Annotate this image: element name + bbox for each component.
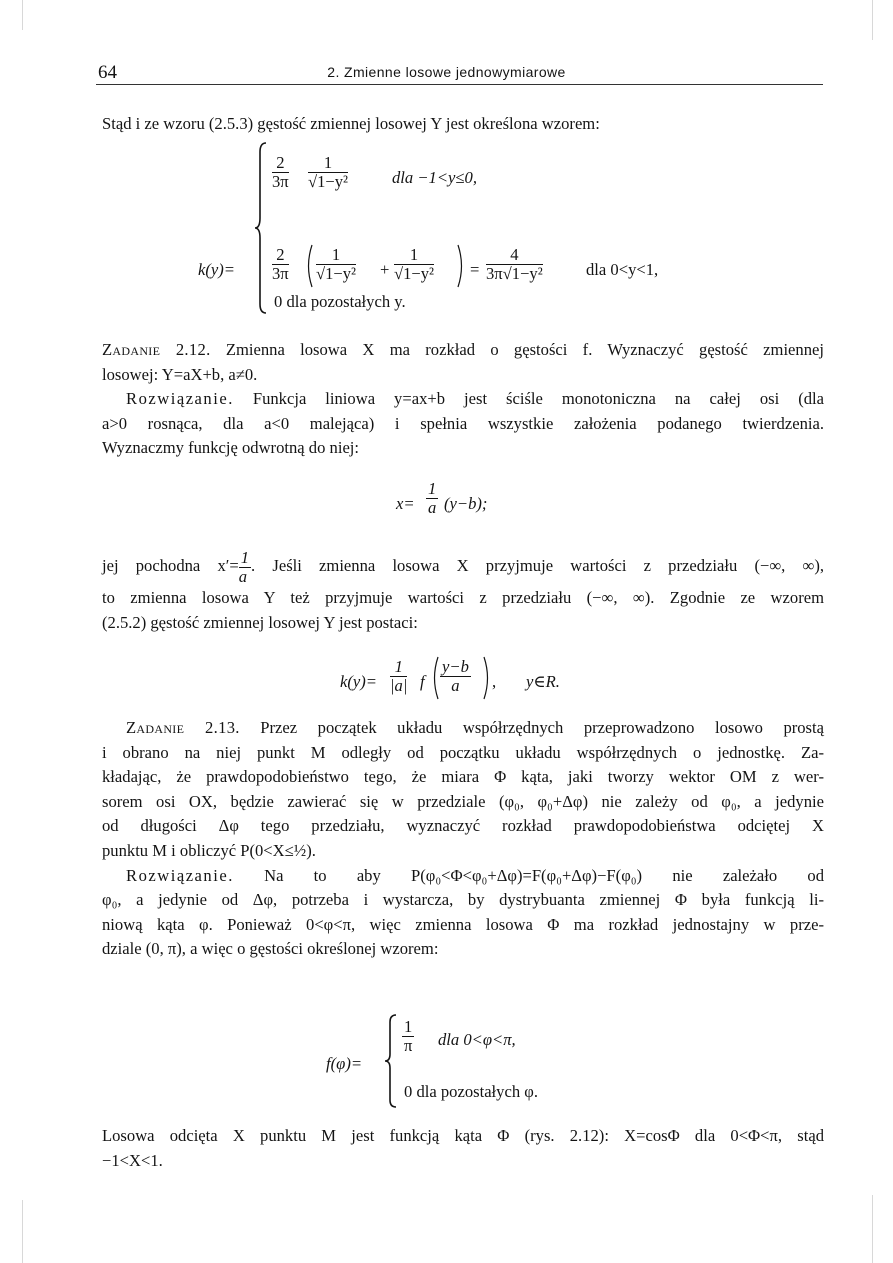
page-edge-right-bottom [872, 1195, 873, 1263]
formula4-frac: $\frac{1}{\pi}$ [403, 1017, 413, 1055]
formula2-lhs: x= [396, 494, 415, 513]
paren-right-icon [482, 656, 492, 700]
solution212-line-1: Funkcja liniowa y=ax+b jest ściśle monotoniczna na całej osi (dla [252, 389, 824, 409]
formula-f-phi-piecewise [326, 1012, 726, 1112]
case1-frac-1-sqrt: $\frac{1}{\text{√1−y²}}$ [308, 153, 349, 191]
equals-sign: = [470, 260, 480, 279]
formula-k-piecewise [198, 140, 798, 320]
task-2-12 [102, 338, 824, 461]
task212-line-2: losowej: Y=aX+b, a≠0. [102, 364, 258, 384]
formula-inverse [396, 478, 596, 528]
page-edge-right-top [872, 0, 873, 40]
formula3-inner-frac: $\frac{y-b}{a}$ [442, 657, 469, 695]
formula3-f: f [420, 672, 425, 691]
solution213-label: Rozwiązanie. [126, 865, 234, 885]
formula4-case2: 0 dla pozostałych φ. [404, 1082, 538, 1101]
closing-line-2: −1<X<1. [102, 1150, 163, 1170]
page-edge-left-top [22, 0, 23, 30]
solution213-line-4: dziale (0, π), a więc o gęstości określonej wzorem: [102, 939, 439, 959]
case1-condition: dla −1<y≤0, [392, 168, 477, 187]
task213-line-6: punktu M i obliczyć P(0<X≤½). [102, 840, 316, 860]
derivative-paragraph [102, 544, 824, 635]
case2-frac-a: $\frac{1}{\text{√1−y²}}$ [316, 245, 357, 283]
left-brace-icon [384, 1014, 398, 1108]
formula1-lhs: k(y)= [198, 260, 235, 279]
task-2-13 [102, 716, 824, 962]
solution212-line-2: a>0 rosnąca, dla a<0 malejąca) i spełnia wszystkie założenia podanego twierdzenia. [102, 413, 824, 433]
formula4-lhs: f(φ)= [326, 1054, 363, 1073]
formula4-case1-cond: dla 0<φ<π, [438, 1030, 516, 1049]
deriv-frac: $\frac{1}{a}$ [238, 547, 250, 586]
formula2-frac: $\frac{1}{a}$ [428, 479, 437, 517]
solution212-line-3: Wyznaczmy funkcję odwrotną do niej: [102, 438, 360, 458]
deriv-line-3: (2.5.2) gęstość zmiennej losowej Y jest postaci: [102, 612, 418, 632]
paren-left-icon [304, 244, 314, 288]
page-edge-left-bottom [22, 1200, 23, 1263]
paren-right-icon [456, 244, 466, 288]
deriv-post: . Jeśli zmienna losowa X przyjmuje wartości z przedziału (−∞, ∞), [251, 556, 824, 575]
task213-line-5: od długości Δφ tego przedziału, wyznaczyć rozkład prawdopodobieństwa odciętej X [102, 816, 824, 836]
left-brace-icon [254, 142, 268, 314]
intro-paragraph [102, 112, 824, 137]
deriv-line-2: to zmienna losowa Y też przyjmuje wartości z przedziału (−∞, ∞). Zgodnie ze wzorem [102, 588, 824, 607]
task213-line-4: sorem osi OX, będzie zawierać się w przedziale (φ₀, φ₀+Δφ) nie zależy od φ₀, a jedynie [102, 791, 824, 811]
task213-label: Zadanie 2.13. [126, 718, 240, 737]
task212-label: Zadanie 2.12. [102, 340, 211, 359]
solution213-line-2: φ₀, a jedynie od Δφ, potrzeba i wystarcza, by dystrybuanta zmiennej Φ była funkcją li- [102, 890, 824, 910]
formula-density-k: k(y)= $\frac{1}{|a|}$ f $\frac{y-b}{a}$ , y∈R. [340, 654, 640, 708]
case3-text: 0 dla pozostałych y. [274, 292, 406, 311]
task213-line-2: i obrano na niej punkt M odległy od początku układu współrzędnych o jednostkę. Za- [102, 742, 824, 762]
formula2-rhs: (y−b); [444, 494, 488, 513]
formula3-lhs: k(y)= [340, 672, 377, 691]
formula3-cond: y∈R. [526, 672, 560, 691]
solution213-line-3: niową kąta φ. Ponieważ 0<φ<π, więc zmienna losowa Φ ma rozkład jednostajny w prze- [102, 914, 824, 934]
intro-text: Stąd i ze wzoru (2.5.3) gęstość zmiennej losowej Y jest określona wzorem: [102, 114, 600, 133]
solution212-label: Rozwiązanie. [126, 389, 234, 409]
paren-left-icon [430, 656, 440, 700]
header-rule [96, 84, 823, 85]
task213-line-1: Przez początek układu współrzędnych przeprowadzono losowo prostą [260, 718, 824, 737]
plus-sign: + [380, 260, 390, 279]
case2-frac-4: $\frac{4}{\text{3π√1−y²}}$ [486, 245, 543, 283]
task213-line-3: kładając, że prawdopodobieństwo tego, że miara Φ kąta, jaki tworzy wektor OM z wer- [102, 767, 824, 787]
case2-condition: dla 0<y<1, [586, 260, 659, 279]
solution213-line-1: Na to aby P(φ₀<Φ<φ₀+Δφ)=F(φ₀+Δφ)−F(φ₀) nie zależało od [264, 865, 824, 885]
case2-frac-2-3pi: $\frac{2}{3\pi}$ [272, 245, 289, 283]
case1-frac-2-3pi: $\frac{2}{3\pi}$ [272, 153, 289, 191]
formula3-frac: $\frac{1}{|a|}$ [390, 657, 408, 695]
running-title: 2. Zmienne losowe jednowymiarowe [327, 64, 566, 80]
page-number: 64 [98, 62, 117, 83]
case2-frac-b: $\frac{1}{\text{√1−y²}}$ [394, 245, 435, 283]
closing-line-1: Losowa odcięta X punktu M jest funkcją kąta Φ (rys. 2.12): X=cosΦ dla 0<Φ<π, stąd [102, 1126, 824, 1145]
deriv-pre: jej pochodna x′= [102, 556, 239, 575]
closing-paragraph [102, 1124, 824, 1173]
task212-line-1: Zmienna losowa X ma rozkład o gęstości f. Wyznaczyć gęstość zmiennej [225, 340, 824, 359]
